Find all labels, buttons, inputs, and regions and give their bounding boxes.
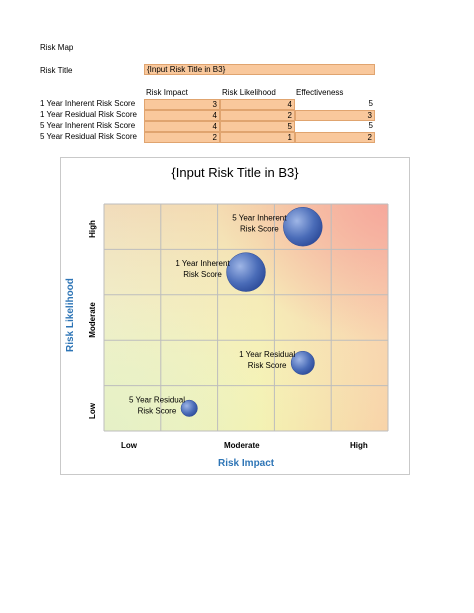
row-label-1y-residual: 1 Year Residual Risk Score [40, 110, 137, 119]
column-header-risk-likelihood: Risk Likelihood [222, 88, 276, 97]
row-label-5y-residual: 5 Year Residual Risk Score [40, 132, 137, 141]
data-label-line1-1-year-residual-risk-score: 1 Year Residual [239, 349, 296, 359]
cell-5y-residual-impact[interactable]: 2 [144, 132, 220, 143]
cell-1y-inherent-effectiveness[interactable]: 5 [368, 99, 373, 108]
cell-5y-inherent-effectiveness[interactable]: 5 [368, 121, 373, 130]
cell-1y-residual-impact[interactable]: 4 [144, 110, 220, 121]
cell-5y-residual-likelihood[interactable]: 1 [220, 132, 295, 143]
bubble-5-year-inherent-risk-score [283, 207, 322, 246]
column-header-risk-impact: Risk Impact [146, 88, 188, 97]
row-label-5y-inherent: 5 Year Inherent Risk Score [40, 121, 136, 130]
cell-1y-residual-effectiveness[interactable]: 3 [295, 110, 375, 121]
cell-5y-inherent-impact[interactable]: 4 [144, 121, 220, 132]
cell-1y-residual-likelihood[interactable]: 2 [220, 110, 295, 121]
data-label-line1-1-year-inherent-risk-score: 1 Year Inherent [175, 259, 230, 269]
data-label-line1-5-year-inherent-risk-score: 5 Year Inherent [232, 213, 287, 223]
row-label-1y-inherent: 1 Year Inherent Risk Score [40, 99, 136, 108]
data-label-line2-5-year-residual-risk-score: Risk Score [137, 406, 177, 416]
bubble-1-year-inherent-risk-score [227, 253, 266, 292]
data-label-line2-1-year-inherent-risk-score: Risk Score [183, 270, 222, 280]
sheet-header: Risk Map [40, 43, 74, 52]
x-tick-high: High [350, 441, 368, 450]
y-axis-title: Risk Likelihood [65, 278, 76, 352]
column-header-effectiveness: Effectiveness [296, 88, 344, 97]
x-tick-moderate: Moderate [224, 441, 260, 450]
y-tick-low: Low [88, 403, 97, 419]
y-tick-moderate: Moderate [88, 302, 97, 338]
y-tick-high: High [88, 220, 97, 238]
x-axis-title: Risk Impact [218, 458, 275, 469]
data-label-line2-1-year-residual-risk-score: Risk Score [247, 360, 287, 370]
cell-1y-inherent-likelihood[interactable]: 4 [220, 99, 295, 110]
data-label-line1-5-year-residual-risk-score: 5 Year Residual [128, 395, 185, 405]
risk-title-input[interactable]: {Input Risk Title in B3} [144, 64, 375, 75]
cell-5y-inherent-likelihood[interactable]: 5 [220, 121, 295, 132]
cell-5y-residual-effectiveness[interactable]: 2 [295, 132, 375, 143]
chart-title: {Input Risk Title in B3} [171, 165, 299, 180]
data-label-line2-5-year-inherent-risk-score: Risk Score [240, 224, 279, 234]
risk-title-label: Risk Title [40, 66, 73, 75]
cell-1y-inherent-impact[interactable]: 3 [144, 99, 220, 110]
x-tick-low: Low [121, 441, 137, 450]
